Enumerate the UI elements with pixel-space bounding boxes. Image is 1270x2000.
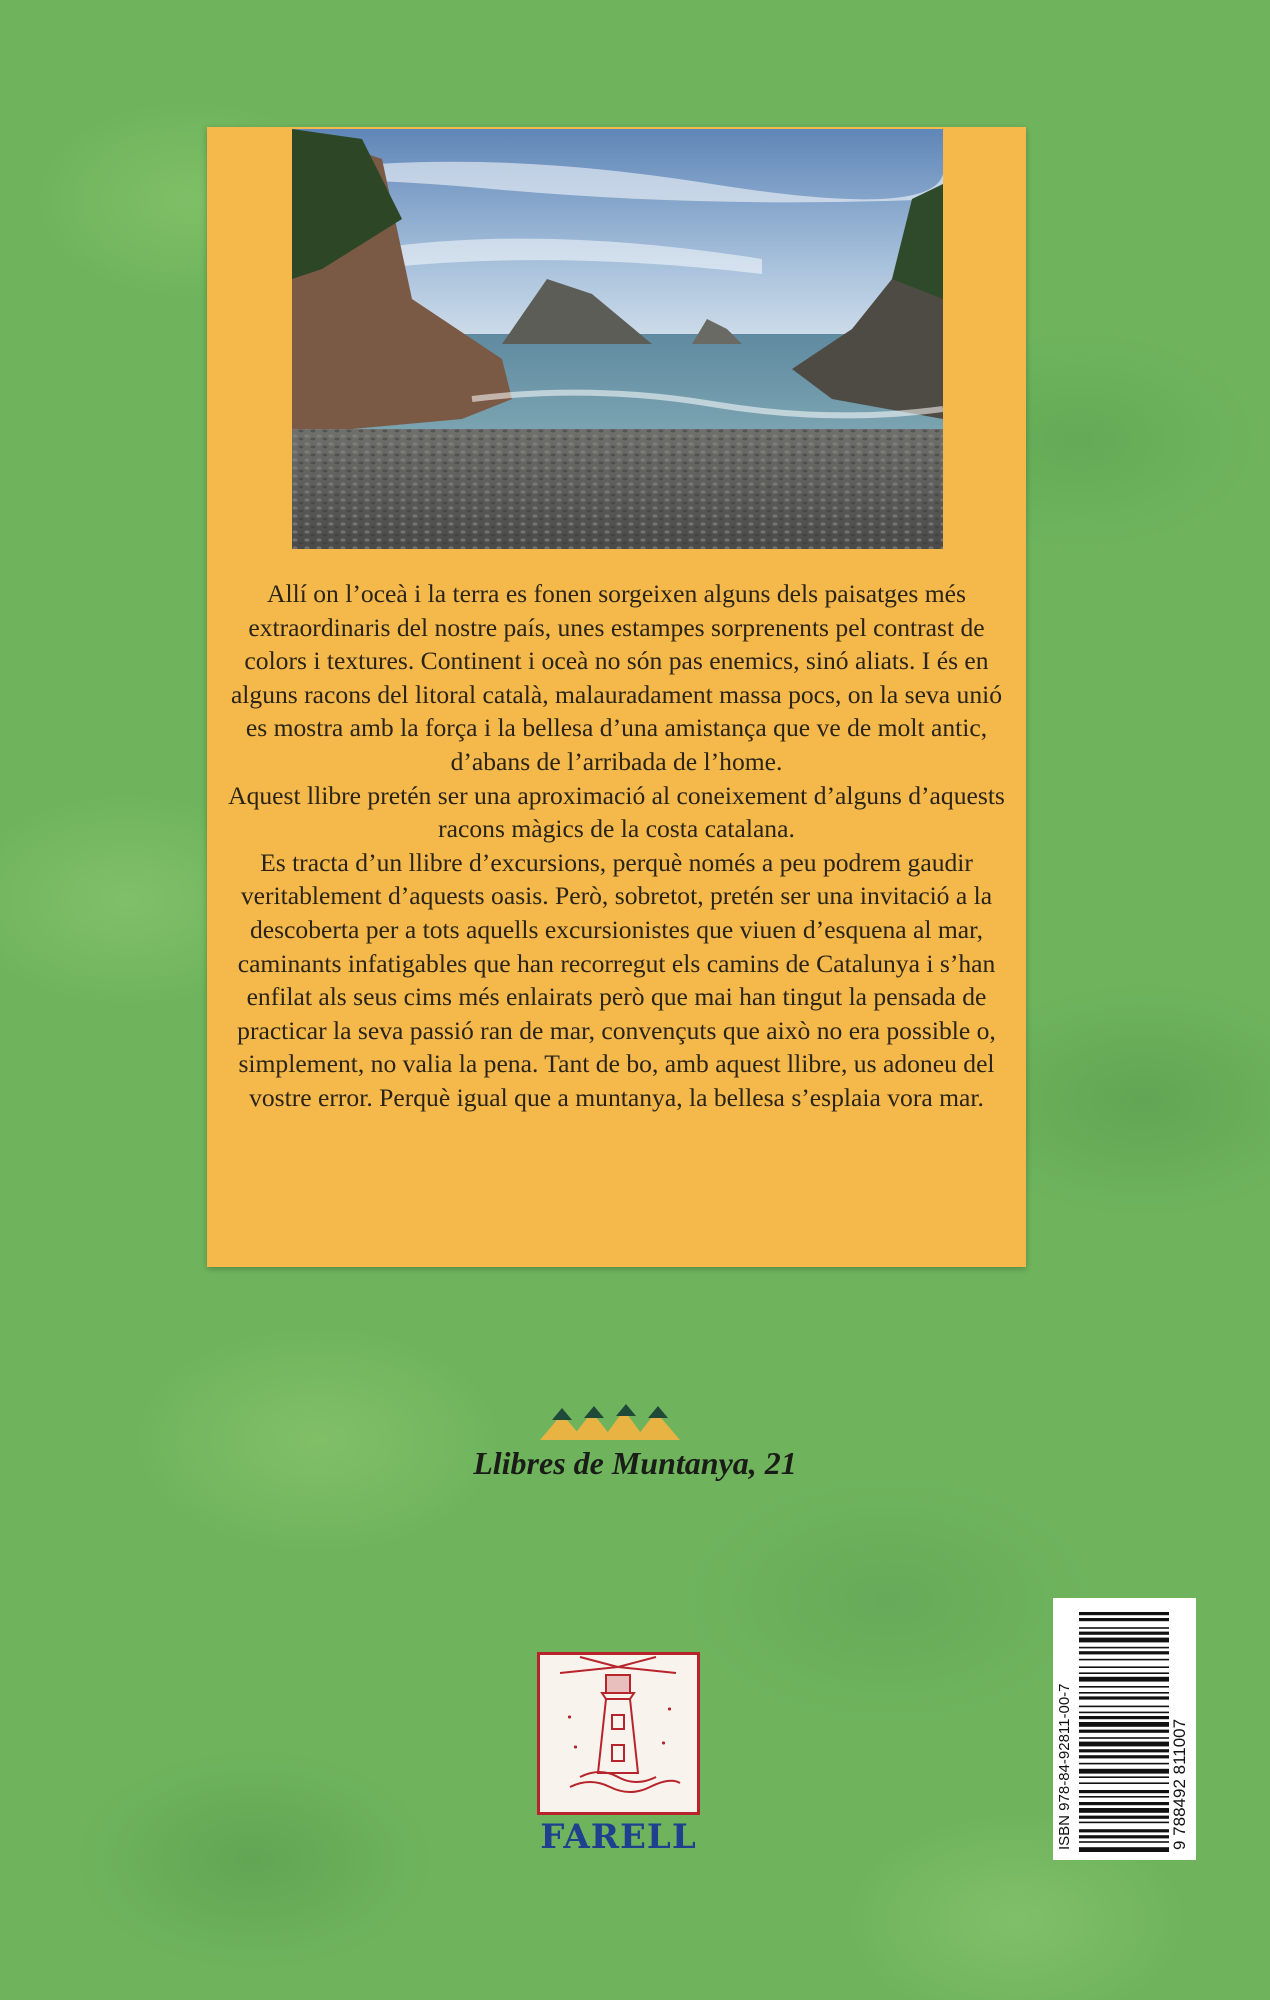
lighthouse-frame <box>537 1652 700 1815</box>
blurb-paragraph: Es tracta d’un llibre d’excursions, perquè només a peu podrem gaudir veritablement d’aquests oasis. Però, sobretot, pretén ser una invitació a la descoberta per a tots aquells excursionistes que viuen d’esquena al mar, caminants infatigables que han recorregut els camins de Catalunya i s’han enfilat als seus cims més enlairats però que mai han tingut la pensada de practicar la seva passió ran de mar, convençuts que això no era possible o, simplement, no valia la pena. Tant de bo, amb aquest llibre, us adoneu del vostre error. Perquè igual que a muntanya, la bellesa s’esplaia vora mar. <box>237 847 996 1112</box>
isbn-barcode <box>1053 1598 1196 1860</box>
lighthouse-icon <box>540 1655 697 1812</box>
publisher-logo <box>537 1652 700 1862</box>
blurb-paragraph: Aquest llibre pretén ser una aproximació al coneixement d’alguns d’aquests racons màgics de la costa catalana. <box>228 780 1005 844</box>
cove-photo <box>292 129 943 549</box>
ean-digits: 9 788492 811007 <box>1170 1718 1189 1850</box>
blurb-panel <box>207 127 1026 1267</box>
mountains-icon <box>540 1400 680 1440</box>
series-title: Llibres de Muntanya, 21 <box>473 1445 797 1481</box>
publisher-name: FARELL <box>540 1817 697 1857</box>
barcode-bars <box>1079 1612 1169 1852</box>
isbn-label: ISBN 978-84-92811-00-7 <box>1056 1683 1073 1850</box>
blurb-text <box>227 577 1006 1115</box>
blurb-paragraph: Allí on l’oceà i la terra es fonen sorgeixen alguns dels paisatges més extraordinaris del nostre país, unes estampes sorprenents pel contrast de colors i textures. Continent i oceà no són pas enemics, sinó aliats. I és en alguns racons del litoral català, malauradament massa pocs, on la seva unió es mostra amb la força i la bellesa d’una amistança que ve de molt antic, d’abans de l’arribada de l’home. <box>230 579 1003 776</box>
